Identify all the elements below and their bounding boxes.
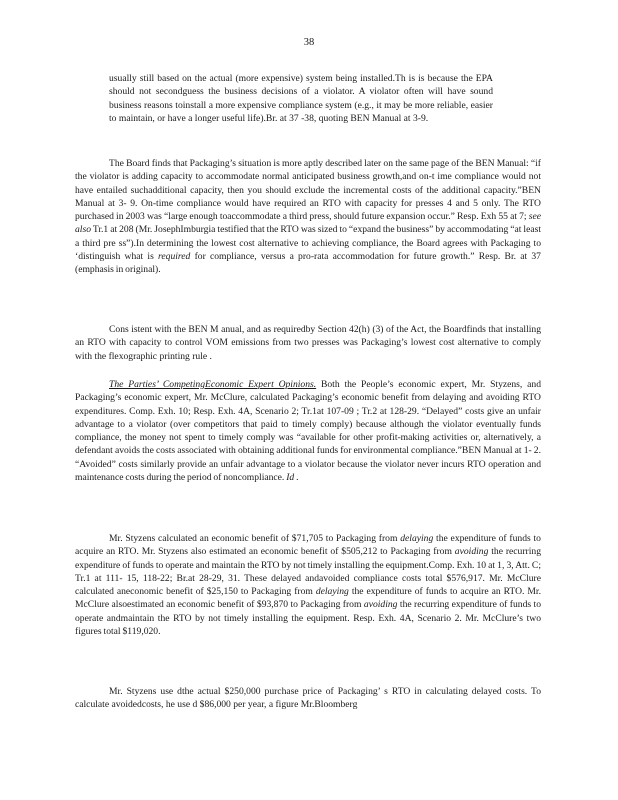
required-emphasis: required [158,251,191,263]
see-also-citation: see also [75,211,541,236]
id-citation: Id [286,472,295,484]
paragraph-text: Both the People’s economic expert, Mr. Styzens, and Packaging’s economic expert, Mr. McClure, calculated Packaging’s economic benefit from delaying and avoiding RTO expenditures. Comp. Exh. 10; Resp. Exh. 4A, Scenario 2; Tr.1at 107-09 ; Tr.2 at 128-29. “Delayed” costs give an unfair advantage to a violator (over competitors that paid to timely comply) because although the violator eventually funds compliance, the money not spent to timely comply was “available for other profit-making activities or, alternatively, a defendant avoids the costs associated with obtaining additional funds for environmental compliance.”BEN Manual at 1- 2. “Avoided” costs similarly provide an unfair advantage to a violator because the violator never incurs RTO operation and maintenance costs during the period of noncompliance. [75,379,541,484]
section-heading: The Parties’ CompetingEconomic Expert Opinions. [109,379,317,390]
paragraph-text: the recurring expenditure of funds to operate and maintain the RTO by not timely installing the equipment.Comp. Exh. 10 at 1, 3, Att. C; Tr.1 at 111- 15, 118-22; Br.at 28-29, 31. These delayed andavoided compliance costs total $576,917. Mr. McClure calculated aneconomic benefit of $25,150 to Packaging from [75,546,541,598]
paragraph-text: . [294,472,299,484]
paragraph-text: the expenditure of funds to acquire an RTO. Mr. McClure alsoestimated an economic benefit of $93,870 to Packaging from [75,586,541,611]
purchase-price-paragraph: Mr. Styzens use dthe actual $250,000 purchase price of Packaging’ s RTO in calculating delayed costs. To calculate avoidedcosts, he use d $86,000 per year, a figure Mr.Bloomberg [75,686,541,711]
paragraph-text: The Board finds that Packaging’s situation is more aptly described later on the same page of the BEN Manual: “if the violator is adding capacity to accommodate normal anticipated business growth,and on-t ime compliance would not have entailed suchadditional capacity, then you should exclude the incremental costs of the additional capacity.”BEN Manual at 3- 9. On-time compliance would have required an RTO with capacity for presses 4 and 5 only. The RTO purchased in 2003 was “large enough toaccommodate a third press, should future expansion occur.” Resp. Exh 55 at 7; [75,158,541,223]
expert-opinions-paragraph [75,378,541,484]
avoiding-emphasis: avoiding [363,599,398,611]
paragraph-text: Mr. Styzens calculated an economic benefit of $71,705 to Packaging from [109,533,401,544]
block-quote-paragraph: usually still based on the actual (more expensive) system being installed.Th is is because the EPA should not secondguess the business decisions of a violator. A violator often will have sound business reasons toinstall a more expensive compliance system (e.g., it may be more reliable, easier to maintain, or have a longer useful life).Br. at 37 -38, quoting BEN Manual at 3-9. [109,73,493,124]
delaying-emphasis: delaying [400,533,434,544]
avoiding-emphasis: avoiding [454,546,489,558]
styzens-mcclure-paragraph [75,532,541,638]
board-finding-paragraph [75,157,541,277]
lowest-cost-paragraph: Cons istent with the BEN M anual, and as requiredby Section 42(h) (3) of the Act, the Boardfinds that installing an RTO with capacity to control VOM emissions from two presses was Packaging’s lowest cost alternative to comply with the flexographic printing rule . [75,324,541,362]
paragraph-text: for compliance, versus a pro-rata accommodation for future growth.” Resp. Br. at 37 (emphasis in original). [75,251,541,276]
paragraph-text: the recurring expenditure of funds to operate andmaintain the RTO by not timely installing the equipment. Resp. Exh. 4A, Scenario 2. Mr. McClure’s two figures total $119,020. [75,599,541,638]
paragraph-text: the expenditure of funds to acquire an RTO. Mr. Styzens also estimated an economic benefit of $505,212 to Packaging from [75,533,541,558]
page-number: 38 [303,37,315,48]
paragraph-text: Tr.1 at 208 (Mr. JosephImburgia testified that the RTO was sized to “expand the business” by accommodating “at least a third pre ss”).In determining the lowest cost alternative to achieving compliance, the Board agrees with Packaging to ‘distinguish what is [75,224,541,263]
delaying-emphasis: delaying [315,586,349,598]
